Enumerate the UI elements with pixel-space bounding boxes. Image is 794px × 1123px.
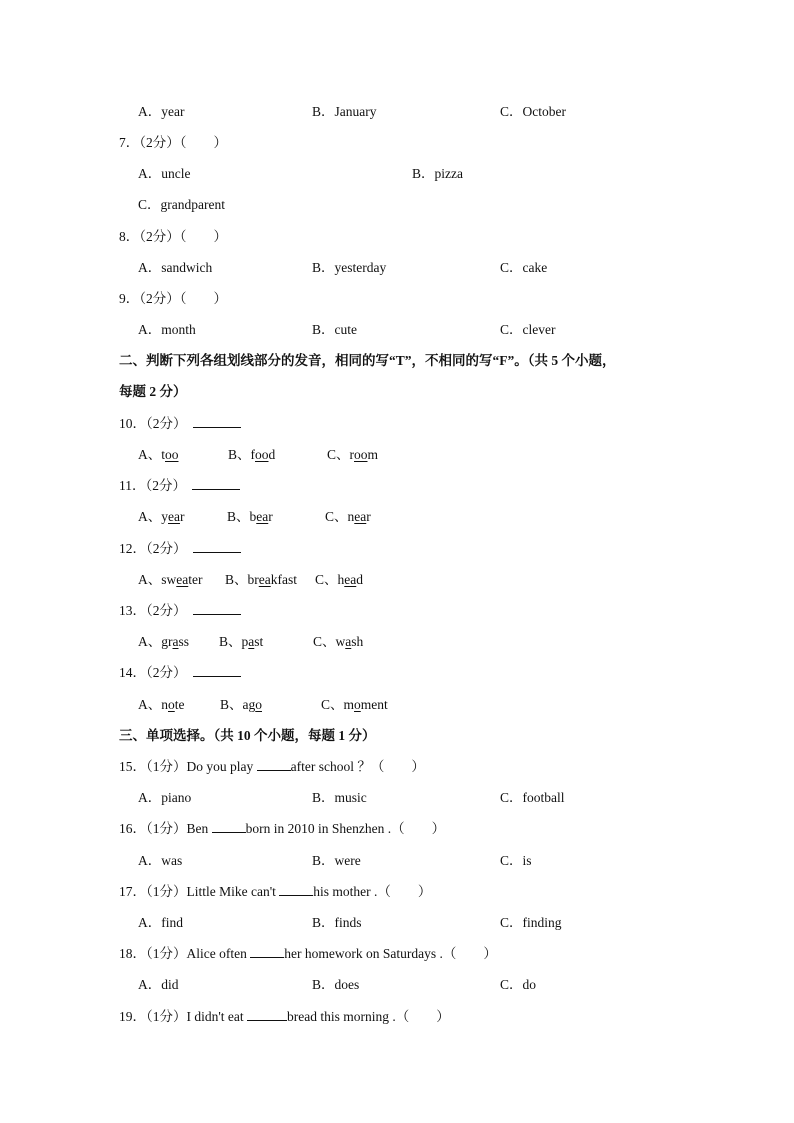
q10-option-b: B、food [228,447,276,462]
answer-blank[interactable] [279,883,313,896]
q7-option-b: B．pizza [412,166,463,181]
q9-option-b: B．cute [312,322,357,337]
q12-question [119,540,241,558]
q13-question [119,602,241,620]
q18-option-a: A．did [138,977,179,992]
q12-label: 12．（2分） [119,541,187,556]
q19-question: 19．（1分）I didn't eat bread this morning .（ ） [119,1009,450,1024]
q11-option-b: B、bear [227,509,273,524]
q9-option-c: C．clever [500,322,556,337]
q12-option-b: B、breakfast [225,572,297,587]
q10-option-c: C、room [327,447,379,462]
answer-blank[interactable] [212,820,246,833]
q13-option-c: C、wash [313,634,364,649]
q18-question: 18．（1分）Alice often her homework on Saturdays .（ ） [119,946,497,961]
q8-option-a: A．sandwich [138,260,213,275]
q15-option-b: B．music [312,790,367,805]
q14-option-c: C、moment [321,697,388,712]
q15-question: 15．（1分）Do you play after school ？（ ） [119,759,425,774]
q9-option-a: A．month [138,322,196,337]
q17-question: 17．（1分）Little Mike can't his mother .（ ） [119,884,432,899]
answer-blank[interactable] [192,477,240,490]
answer-blank[interactable] [193,415,241,428]
q8-option-b: B．yesterday [312,260,387,275]
q13-label: 13．（2分） [119,603,187,618]
q13-option-b: B、past [219,634,264,649]
q11-question [119,477,240,495]
q11-option-a: A、year [138,509,185,524]
q7-option-a: A．uncle [138,166,191,181]
answer-blank[interactable] [193,540,241,553]
q17-option-c: C．finding [500,915,562,930]
q15-option-a: A．piano [138,790,192,805]
q11-label: 11．（2分） [119,478,186,493]
q7-label: 7．（2分）（ ） [119,135,227,150]
q8-label: 8．（2分）（ ） [119,229,227,244]
q14-label: 14．（2分） [119,665,187,680]
answer-blank[interactable] [193,664,241,677]
q9-label: 9．（2分）（ ） [119,291,227,306]
section-2-title-cont: 每题 2 分） [119,384,187,399]
q12-option-c: C、head [315,572,363,587]
q14-option-b: B、ago [220,697,262,712]
q11-option-c: C、near [325,509,371,524]
answer-blank[interactable] [257,758,291,771]
q7-option-c: C．grandparent [138,197,225,212]
section-3-title: 三、单项选择。（共 10 个小题，每题 1 分） [119,728,376,743]
q16-option-b: B．were [312,853,361,868]
answer-blank[interactable] [247,1008,287,1021]
q13-option-a: A、grass [138,634,190,649]
q6-option-c: C．October [500,104,566,119]
q12-option-a: A、sweater [138,572,203,587]
q6-option-b: B．January [312,104,377,119]
q14-option-a: A、note [138,697,185,712]
q8-option-c: C．cake [500,260,548,275]
q18-option-b: B．does [312,977,360,992]
q16-option-a: A．was [138,853,183,868]
q10-option-a: A、too [138,447,179,462]
answer-blank[interactable] [250,945,284,958]
answer-blank[interactable] [193,602,241,615]
q17-option-b: B．finds [312,915,362,930]
q10-label: 10．（2分） [119,416,187,431]
q15-option-c: C．football [500,790,565,805]
q18-option-c: C．do [500,977,537,992]
q14-question [119,664,241,682]
q16-option-c: C．is [500,853,532,868]
q16-question: 16．（1分）Ben born in 2010 in Shenzhen .（ ） [119,821,446,836]
q17-option-a: A．find [138,915,183,930]
section-2-title: 二、判断下列各组划线部分的发音，相同的写“T”，不相同的写“F”。（共 5 个小题， [119,353,616,368]
q6-option-a: A．year [138,104,185,119]
q10-question [119,415,241,433]
